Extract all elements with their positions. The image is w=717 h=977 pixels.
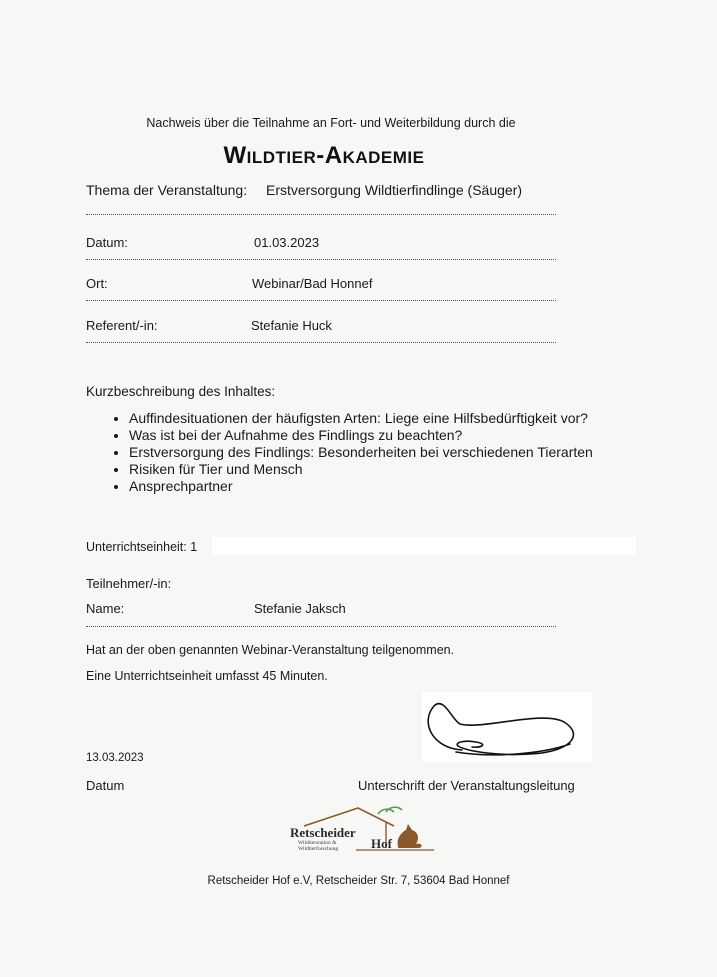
participant-section-label: Teilnehmer/-in: bbox=[86, 576, 172, 591]
name-label: Name: bbox=[86, 601, 125, 616]
signature-image bbox=[422, 692, 592, 762]
academy-title: Wildtier-Akademie bbox=[223, 142, 425, 169]
dotted-line-name bbox=[86, 626, 556, 627]
intro-text: Nachweis über die Teilnahme an Fort- und Weiterbildung durch die bbox=[146, 116, 516, 130]
name-value: Stefanie Jaksch bbox=[254, 601, 346, 616]
datum-label: Datum: bbox=[86, 235, 128, 250]
list-item: • Auffindesituationen der häufigsten Arten: Liege eine Hilfsbedürftigkeit vor? bbox=[129, 410, 593, 427]
signature-date-label: Datum bbox=[86, 778, 125, 793]
retscheider-hof-logo bbox=[286, 806, 436, 858]
statement-duration: Eine Unterrichtseinheit umfasst 45 Minuten. bbox=[86, 669, 328, 683]
list-item: • Risiken für Tier und Mensch bbox=[129, 461, 593, 478]
datum-value: 01.03.2023 bbox=[254, 235, 320, 250]
unterricht-label: Unterrichtseinheit: 1 bbox=[86, 540, 198, 554]
thema-label: Thema der Veranstaltung: bbox=[86, 182, 248, 198]
referent-label: Referent/-in: bbox=[86, 318, 158, 333]
list-item: • Was ist bei der Aufnahme des Findlings zu beachten? bbox=[129, 427, 593, 444]
dotted-line-referent bbox=[86, 342, 556, 343]
list-item: • Erstversorgung des Findlings: Besonderheiten bei verschiedenen Tierarten bbox=[129, 444, 593, 461]
content-list bbox=[86, 410, 593, 495]
dotted-line-datum bbox=[86, 259, 556, 260]
ort-value: Webinar/Bad Honnef bbox=[252, 276, 373, 291]
thema-value: Erstversorgung Wildtierfindlinge (Säuger) bbox=[266, 182, 522, 198]
dotted-line-ort bbox=[86, 300, 556, 301]
list-item: • Ansprechpartner bbox=[129, 478, 593, 495]
logo-name: Retscheider bbox=[290, 825, 356, 840]
dotted-line-thema bbox=[86, 214, 556, 215]
logo-subtitle-line1: Wildtierstation & bbox=[298, 840, 337, 846]
ort-label: Ort: bbox=[86, 276, 108, 291]
footer-address: Retscheider Hof e.V, Retscheider Str. 7, 53604 Bad Honnef bbox=[207, 875, 510, 887]
content-heading: Kurzbeschreibung des Inhaltes: bbox=[86, 384, 276, 399]
logo-subtitle-line2: Wildtierforschung bbox=[298, 846, 339, 852]
signature-scribble-icon bbox=[422, 692, 592, 762]
signature-label: Unterschrift der Veranstaltungsleitung bbox=[358, 778, 575, 793]
unterricht-field-bar bbox=[212, 537, 636, 555]
signature-date: 13.03.2023 bbox=[86, 752, 144, 764]
logo-subtitle bbox=[298, 840, 338, 852]
logo-hof: Hof bbox=[371, 836, 392, 851]
statement-participation: Hat an der oben genannten Webinar-Veranstaltung teilgenommen. bbox=[86, 643, 455, 657]
referent-value: Stefanie Huck bbox=[251, 318, 332, 333]
